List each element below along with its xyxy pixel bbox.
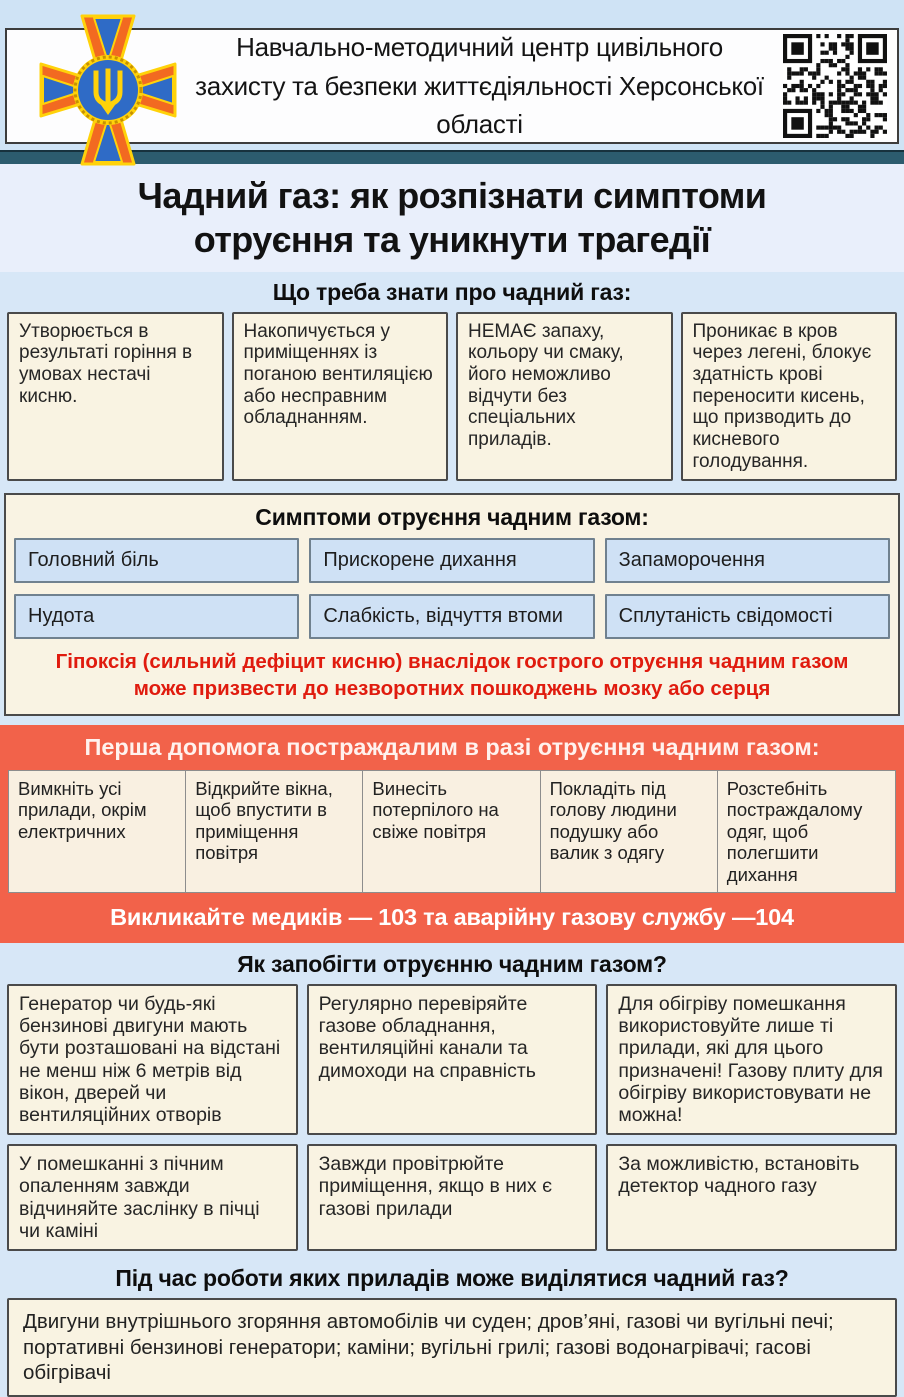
symptom-item: Запаморочення xyxy=(605,538,890,583)
header-band xyxy=(0,0,904,150)
first-aid-step: Покладіть під голову людини подушку або валик з одягу xyxy=(541,771,718,892)
first-aid-heading: Перша допомога постраждалим в разі отруєння чадним газом: xyxy=(84,733,820,760)
first-aid-step: Відкрийте вікна, щоб впустити в приміщення повітря xyxy=(186,771,363,892)
org-header-box xyxy=(5,28,899,144)
prevention-card: У помешканні з пічним опаленням завжди відчиняйте заслінку в пічці чи каміні xyxy=(7,1144,298,1251)
section-symptoms xyxy=(4,493,900,715)
devices-heading: Під час роботи яких приладів може виділятися чадний газ? xyxy=(115,1265,789,1292)
prevention-heading: Як запобігти отруєнню чадним газом? xyxy=(237,950,667,977)
prevention-card: Генератор чи будь-які бензинові двигуни мають бути розташовані на відстані не менш ніж 6 метрів від вікон, дверей чи вентиляційних отворів xyxy=(7,984,298,1135)
info-card: НЕМАЄ запаху, кольору чи смаку, його неможливо відчути без спеціальних приладів. xyxy=(456,312,673,482)
page-title: Чадний газ: як розпізнати симптоми отруєння та уникнути трагедії xyxy=(137,175,767,260)
section-first-aid xyxy=(0,725,904,943)
symptom-item: Сплутаність свідомості xyxy=(605,594,890,639)
symptom-item: Головний біль xyxy=(14,538,299,583)
about-cards xyxy=(7,312,897,482)
first-aid-step: Вимкніть усі прилади, окрім електричних xyxy=(9,771,186,892)
first-aid-step: Винесіть потерпілого на свіже повітря xyxy=(363,771,540,892)
info-card: Накопичується у приміщеннях із поганою вентиляцією або несправним обладнанням. xyxy=(232,312,449,482)
dsns-emblem-icon xyxy=(33,8,183,168)
emergency-call-line: Викликайте медиків — 103 та аварійну газову службу —104 xyxy=(110,903,794,930)
title-band xyxy=(0,164,904,272)
symptoms-grid xyxy=(14,538,890,639)
info-card: Проникає в кров через легені, блокує здатність крові переносити кисень, що призводить до кисневого голодування. xyxy=(681,312,898,482)
first-aid-step: Розстебніть постраждалому одяг, щоб полегшити дихання xyxy=(726,777,863,885)
devices-list: Двигуни внутрішнього згоряння автомобілів чи суден; дров’яні, газові чи вугільні печі; портативні бензинові генератори; каміни; вугільні грилі; газові водонагрівачі; гасові обігрівачі xyxy=(7,1298,897,1397)
prevention-card: Регулярно перевіряйте газове обладнання, вентиляційні канали та димоходи на справність xyxy=(307,984,598,1135)
org-name: Навчально-методичний центр цивільного захисту та безпеки життєдіяльності Херсонської області xyxy=(195,32,764,140)
section-about xyxy=(0,272,904,482)
symptom-item: Прискорене дихання xyxy=(309,538,594,583)
about-heading: Що треба знати про чадний газ: xyxy=(272,278,632,305)
qr-code xyxy=(783,34,887,138)
prevention-cards-row2 xyxy=(7,1144,897,1251)
section-prevention xyxy=(0,943,904,1397)
info-card: Утворюється в результаті горіння в умовах нестачі кисню. xyxy=(7,312,224,482)
symptom-item: Слабкість, відчуття втоми xyxy=(309,594,594,639)
symptoms-heading: Симптоми отруєння чадним газом: xyxy=(255,504,649,531)
prevention-card: За можливістю, встановіть детектор чадного газу xyxy=(606,1144,897,1251)
prevention-cards-row1 xyxy=(7,984,897,1135)
symptom-item: Нудота xyxy=(14,594,299,639)
prevention-card: Завжди провітрюйте приміщення, якщо в них є газові прилади xyxy=(307,1144,598,1251)
first-aid-steps xyxy=(8,770,896,893)
prevention-card: Для обігріву помешкання використовуйте лише ті прилади, які для цього призначені! Газову плиту для обігріву використовувати не можна! xyxy=(606,984,897,1135)
hypoxia-warning: Гіпоксія (сильний дефіцит кисню) внаслідок гострого отруєння чадним газом може призвести до незворотних пошкоджень мозку або серця xyxy=(55,650,849,701)
